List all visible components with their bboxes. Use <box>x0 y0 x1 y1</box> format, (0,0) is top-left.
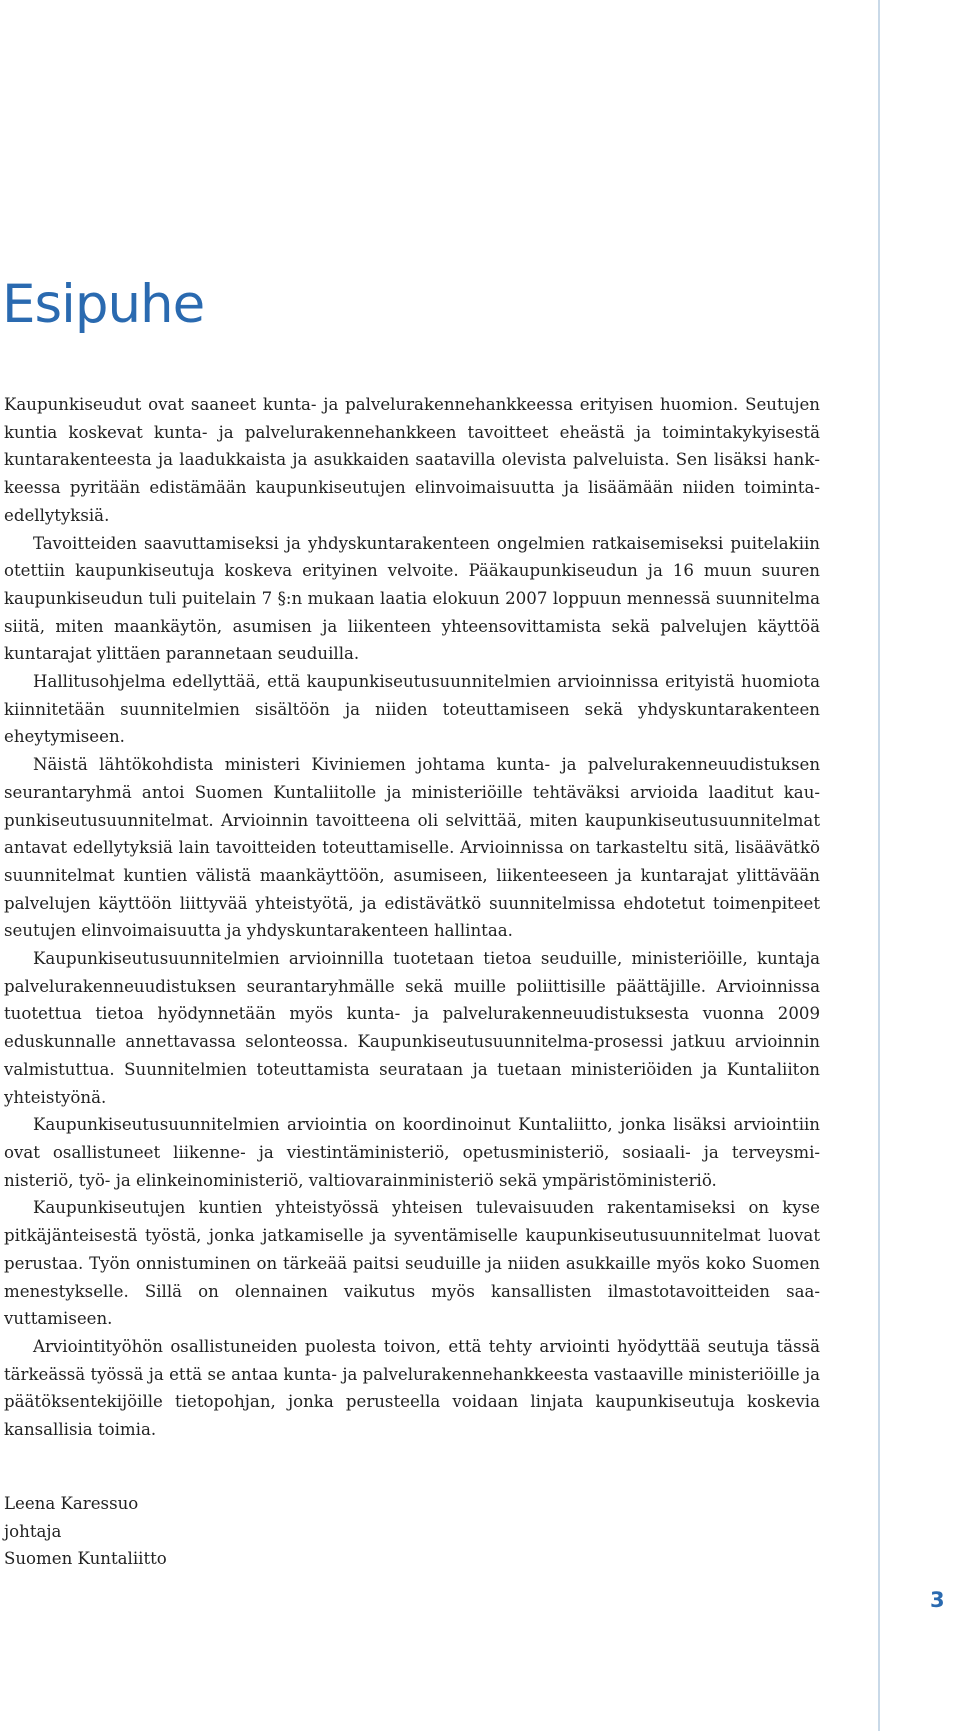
paragraph-6: Kaupunkiseutusuunnitelmien arviointia on koordinoinut Kuntaliitto, jonka lisäksi arviointiin ovat osallistuneet liikenne- ja viestintäministeriö, opetusministeriö, sosiaali- ja terveysministeriö, työ- ja elinkeinoministeriö, valtiovarainministeriö sekä ympäristöministeriö. <box>4 1115 820 1190</box>
page-number: 3 <box>930 1588 945 1612</box>
paragraph-8: Arviointityöhön osallistuneiden puolesta toivon, että tehty arviointi hyödyttää seutuja tässä tärkeässä työssä ja että se antaa kunta- ja palvelurakennehankkeesta vastaaville ministeriöille ja päätöksentekijöille tietopohjan, jonka perusteella voidaan linjata kaupunkiseutuja koskevia kansallisia toimia. <box>4 1336 820 1440</box>
paragraph-3: Hallitusohjelma edellyttää, että kaupunkiseutusuunnitelmien arvioinnissa erityistä huomiota kiinnitetään suunnitelmien sisältöön ja niiden toteuttamiseen sekä yhdyskuntarakenteen eheytymiseen. <box>4 672 820 747</box>
paragraph-5: Kaupunkiseutusuunnitelmien arvioinnilla tuotetaan tietoa seuduille, ministeriöille, kuntaja palvelurakenneuudistuksen seurantaryhmälle sekä muille poliittisille päättäjille. Arvioinnissa tuotettua tietoa hyödynnetään myös kunta- ja palvelurakenneuudistuksesta vuonna 2009 eduskunnalle annettavassa selonteossa. Kaupunkiseutusuunnitelma-prosessi jatkuu arvioinnin valmistuttua. Suunnitelmien toteuttamista seurataan ja tuetaan ministeriöiden ja Kuntaliiton yhteistyönä. <box>4 949 820 1107</box>
body-text <box>4 391 820 1444</box>
signature-name: Leena Karessuo <box>4 1494 139 1513</box>
paragraph-7: Kaupunkiseutujen kuntien yhteistyössä yhteisen tulevaisuuden rakentamiseksi on kyse pitkäjänteisestä työstä, jonka jatkamiselle ja syventämiselle kaupunkiseutusuunnitelmat luovat perustaa. Työn onnistuminen on tärkeää paitsi seuduille ja niiden asukkaille myös koko Suomen menestykselle. Sillä on olennainen vaikutus myös kansallisten ilmastotavoitteiden saavuttamiseen. <box>4 1198 820 1329</box>
paragraph-4: Näistä lähtökohdista ministeri Kiviniemen johtama kunta- ja palvelurakenneuudistuksen seurantaryhmä antoi Suomen Kuntaliitolle ja ministeriöille tehtäväksi arvioida laaditut kaupunkiseutusuunnitelmat. Arvioinnin tavoitteena oli selvittää, miten kaupunkiseutusuunnitelmat antavat edellytyksiä lain tavoitteiden toteuttamiselle. Arvioinnissa on tarkasteltu sitä, lisäävätkö suunnitelmat kuntien välistä maankäyttöön, asumiseen, liikenteeseen ja kuntarajat ylittävään palvelujen käyttöön liittyvää yhteistyötä, ja edistävätkö suunnitelmissa ehdotetut toimenpiteet seutujen elinvoimaisuutta ja yhdyskuntarakenteen hallintaa. <box>4 755 820 941</box>
page-title: Esipuhe <box>2 274 205 335</box>
margin-rule <box>878 0 880 1731</box>
signature-organization: Suomen Kuntaliitto <box>4 1549 167 1569</box>
paragraph-1: Kaupunkiseudut ovat saaneet kunta- ja palvelurakennehankkeessa erityisen huomion. Seutujen kuntia koskevat kunta- ja palvelurakennehankkeen tavoitteet eheästä ja toimintakykyisestä kuntarakenteesta ja laadukkaista ja asukkaiden saatavilla olevista palveluista. Sen lisäksi hankkeessa pyritään edistämään kaupunkiseutujen elinvoimaisuutta ja lisäämään niiden toimintaedellytyksiä. <box>4 395 820 525</box>
paragraph-2: Tavoitteiden saavuttamiseksi ja yhdyskuntarakenteen ongelmien ratkaisemiseksi puitelakiin otettiin kaupunkiseutuja koskeva erityinen velvoite. Pääkaupunkiseudun ja 16 muun suuren kaupunkiseudun tuli puitelain 7 §:n mukaan laatia elokuun 2007 loppuun mennessä suunnitelma siitä, miten maankäytön, asumisen ja liikenteen yhteensovittamista sekä palvelujen käyttöä kuntarajat ylittäen parannetaan seuduilla. <box>4 533 820 664</box>
signature-block <box>4 1490 167 1573</box>
signature-role: johtaja <box>4 1521 62 1541</box>
